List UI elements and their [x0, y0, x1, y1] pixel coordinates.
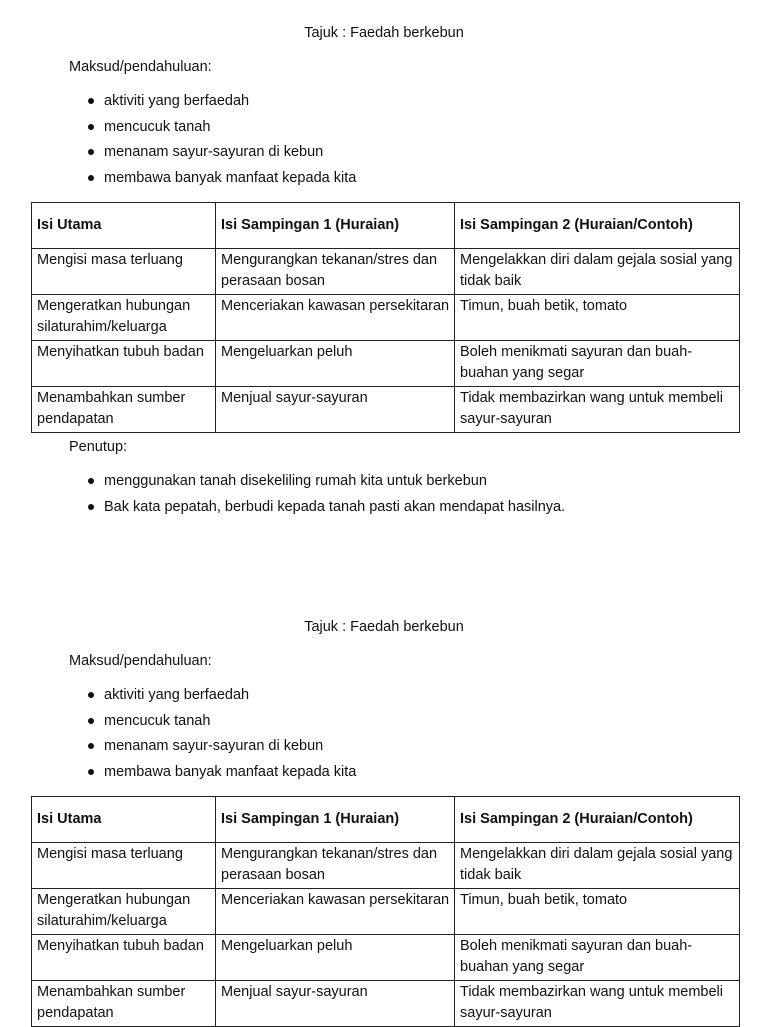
essay-outline-section-2: [0, 616, 768, 1021]
page-title: Tajuk : Faedah berkebun: [304, 25, 464, 41]
table-cell: Menambahkan sumber pendapatan: [32, 387, 216, 433]
intro-list: [88, 684, 356, 786]
table-cell: Mengelakkan diri dalam gejala sosial yang tidak baik: [455, 843, 740, 889]
table-row: [32, 935, 740, 981]
list-item: Bak kata pepatah, berbudi kepada tanah pasti akan mendapat hasilnya.: [88, 496, 565, 522]
outline-table: [31, 202, 740, 433]
column-header: Isi Utama: [32, 797, 216, 843]
table-cell: Menjual sayur-sayuran: [216, 981, 455, 1027]
table-row: [32, 295, 740, 341]
table-cell: Menceriakan kawasan persekitaran: [216, 295, 455, 341]
table-cell: Mengeratkan hubungan silaturahim/keluarga: [32, 295, 216, 341]
closing-heading: Penutup:: [69, 439, 128, 455]
list-item: menggunakan tanah disekeliling rumah kita untuk berkebun: [88, 470, 565, 496]
column-header: Isi Sampingan 2 (Huraian/Contoh): [455, 203, 740, 249]
table-cell: Menyihatkan tubuh badan: [32, 935, 216, 981]
table-cell: Mengeluarkan peluh: [216, 935, 455, 981]
table-cell: Mengeluarkan peluh: [216, 341, 455, 387]
column-header: Isi Sampingan 2 (Huraian/Contoh): [455, 797, 740, 843]
table-cell: Mengelakkan diri dalam gejala sosial yang tidak baik: [455, 249, 740, 295]
table-row: [32, 843, 740, 889]
table-cell: Boleh menikmati sayuran dan buah-buahan yang segar: [455, 341, 740, 387]
table-cell: Tidak membazirkan wang untuk membeli sayur-sayuran: [455, 387, 740, 433]
table-cell: Mengurangkan tekanan/stres dan perasaan bosan: [216, 843, 455, 889]
table-cell: Boleh menikmati sayuran dan buah-buahan yang segar: [455, 935, 740, 981]
table-row: [32, 249, 740, 295]
table-cell: Mengeratkan hubungan silaturahim/keluarga: [32, 889, 216, 935]
table-cell: Menceriakan kawasan persekitaran: [216, 889, 455, 935]
essay-outline-section-1: [0, 22, 768, 515]
list-item: aktiviti yang berfaedah: [88, 684, 356, 710]
column-header: Isi Sampingan 1 (Huraian): [216, 797, 455, 843]
table-cell: Menjual sayur-sayuran: [216, 387, 455, 433]
column-header: Isi Utama: [32, 203, 216, 249]
table-cell: Menyihatkan tubuh badan: [32, 341, 216, 387]
list-item: menanam sayur-sayuran di kebun: [88, 141, 356, 167]
intro-heading: Maksud/pendahuluan:: [69, 653, 212, 669]
table-cell: Mengurangkan tekanan/stres dan perasaan bosan: [216, 249, 455, 295]
table-cell: Mengisi masa terluang: [32, 843, 216, 889]
list-item: aktiviti yang berfaedah: [88, 90, 356, 116]
table-row: [32, 981, 740, 1027]
list-item: membawa banyak manfaat kepada kita: [88, 167, 356, 193]
list-item: mencucuk tanah: [88, 710, 356, 736]
table-cell: Timun, buah betik, tomato: [455, 889, 740, 935]
table-cell: Mengisi masa terluang: [32, 249, 216, 295]
list-item: menanam sayur-sayuran di kebun: [88, 735, 356, 761]
table-row: [32, 387, 740, 433]
column-header: Isi Sampingan 1 (Huraian): [216, 203, 455, 249]
list-item: mencucuk tanah: [88, 116, 356, 142]
table-header-row: [32, 203, 740, 249]
outline-table: [31, 796, 740, 1027]
list-item: membawa banyak manfaat kepada kita: [88, 761, 356, 787]
intro-list: [88, 90, 356, 192]
table-row: [32, 341, 740, 387]
table-cell: Menambahkan sumber pendapatan: [32, 981, 216, 1027]
intro-heading: Maksud/pendahuluan:: [69, 59, 212, 75]
page-title: Tajuk : Faedah berkebun: [304, 619, 464, 635]
table-cell: Timun, buah betik, tomato: [455, 295, 740, 341]
table-row: [32, 889, 740, 935]
closing-list: [88, 470, 565, 521]
table-header-row: [32, 797, 740, 843]
table-cell: Tidak membazirkan wang untuk membeli sayur-sayuran: [455, 981, 740, 1027]
